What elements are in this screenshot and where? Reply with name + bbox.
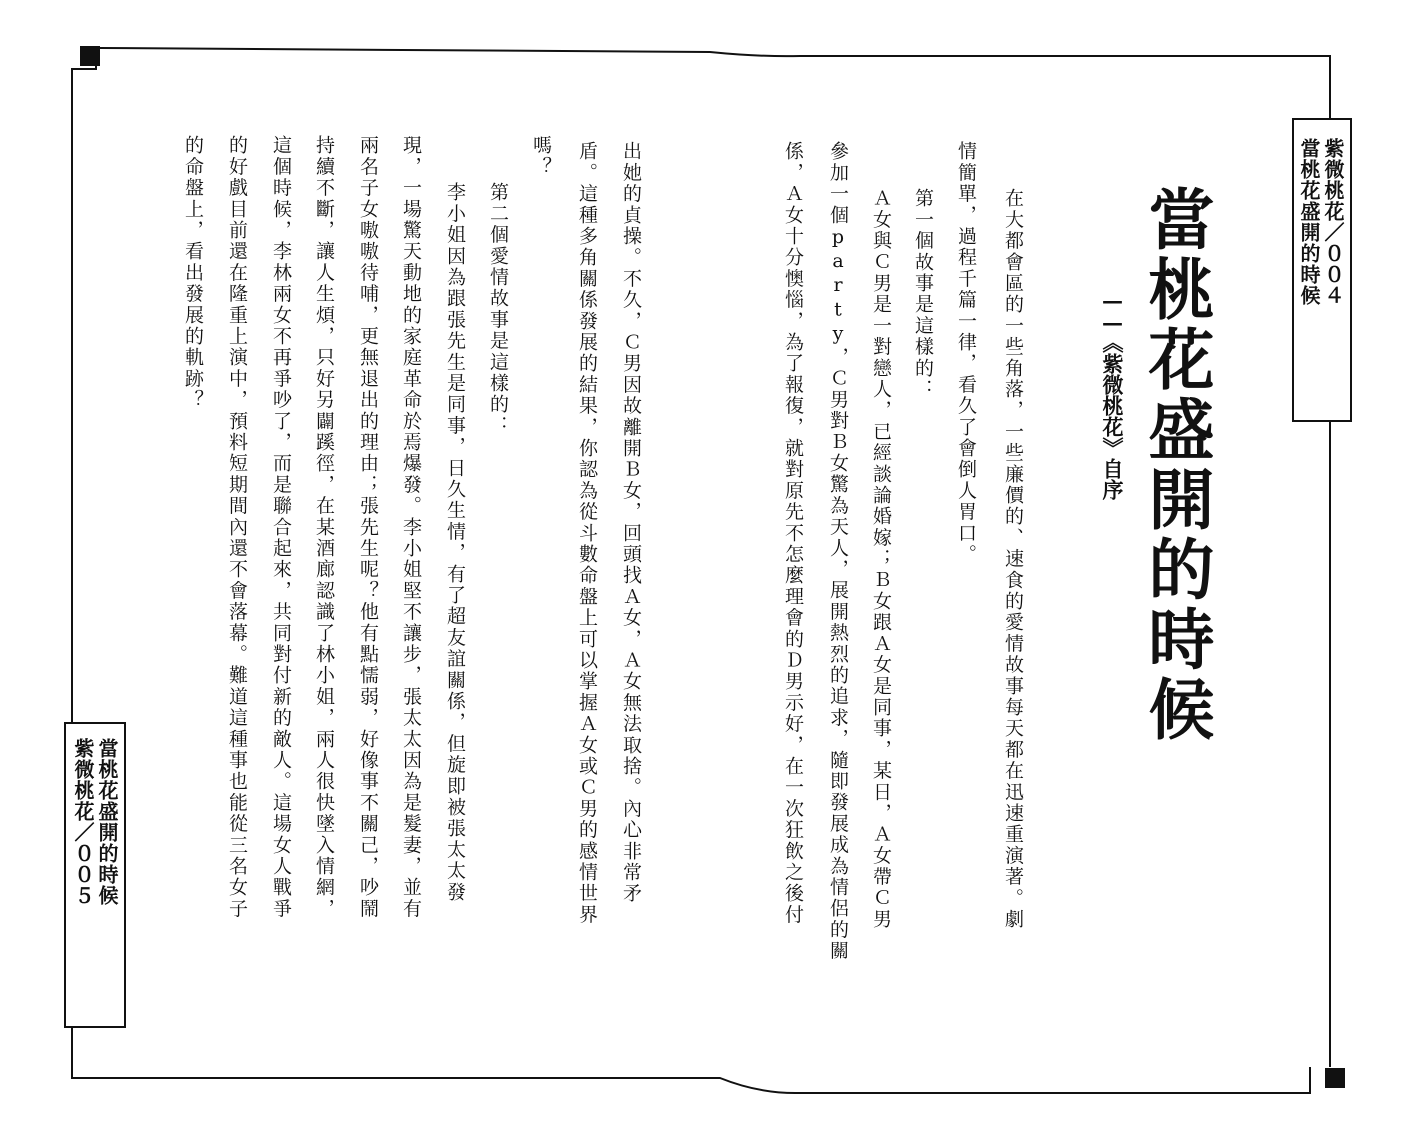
text-column-10: 第二個愛情故事是這樣的： (487, 182, 509, 437)
text-column-16: 的好戲目前還在隆重上演中，預料短期間內還不會落幕。難道這種事也能從三名女子 (226, 135, 248, 920)
corner-square-bottom-right (1325, 1068, 1345, 1088)
header-book-title: 紫微桃花／００４ (1321, 138, 1345, 306)
text-column-12: 現，一場驚天動地的家庭革命於焉爆發。李小姐堅不讓步，張太太因為是髮妻，並有 (400, 135, 422, 920)
corner-square-top-left (80, 46, 100, 66)
subtitle-text: 《紫微桃花》自序 (1100, 332, 1125, 500)
text-column-7: 出她的貞操。不久，Ｃ男因故離開Ｂ女，回頭找Ａ女，Ａ女無法取捨。內心非常矛 (620, 141, 642, 905)
text-column-3: 第一個故事是這樣的： (912, 188, 934, 400)
text-column-13: 兩名子女嗷嗷待哺，更無退出的理由；張先生呢？他有點懦弱，好像事不關己，吵鬧 (357, 135, 379, 920)
text-column-11: 李小姐因為跟張先生是同事，日久生情，有了超友誼關係，但旋即被張太太發 (444, 182, 466, 903)
running-footer-box (64, 722, 126, 1028)
running-header-box (1292, 118, 1352, 422)
subtitle-dash: —— (1100, 288, 1125, 332)
chapter-title: 當桃花盛開的時候 (1137, 185, 1215, 745)
footer-book-title: 紫微桃花／００５ (71, 738, 95, 906)
text-column-4: Ａ女與Ｃ男是一對戀人，已經談論婚嫁；Ｂ女跟Ａ女是同事，某日，Ａ女帶Ｃ男 (870, 188, 892, 930)
text-column-9: 嗎？ (530, 135, 552, 178)
footer-chapter-title: 當桃花盛開的時候 (95, 738, 119, 906)
text-column-15: 這個時候，李林兩女不再爭吵了，而是聯合起來，共同對付新的敵人。這場女人戰爭 (270, 135, 292, 920)
header-chapter-title: 當桃花盛開的時候 (1297, 138, 1321, 306)
text-column-8: 盾。這種多角關係發展的結果，你認為從斗數命盤上可以掌握Ａ女或Ｃ男的感情世界 (576, 141, 598, 926)
text-column-2: 情簡單，過程千篇一律，看久了會倒人胃口。 (955, 141, 977, 565)
text-column-6: 係，Ａ女十分懊惱，為了報復，就對原先不怎麼理會的Ｄ男示好，在一次狂飲之後付 (782, 141, 804, 926)
text-column-14: 持續不斷，讓人生煩，只好另闢蹊徑，在某酒廊認識了林小姐，兩人很快墜入情網， (313, 135, 335, 920)
text-column-1: 在大都會區的一些角落，一些廉價的、速食的愛情故事每天都在迅速重演著。劇 (1002, 188, 1024, 930)
text-column-5: 參加一個party，Ｃ男對Ｂ女驚為天人，展開熱烈的追求，隨即發展成為情侶的關 (827, 141, 849, 962)
chapter-subtitle (1100, 288, 1124, 500)
text-column-17: 的命盤上，看出發展的軌跡？ (182, 135, 204, 411)
